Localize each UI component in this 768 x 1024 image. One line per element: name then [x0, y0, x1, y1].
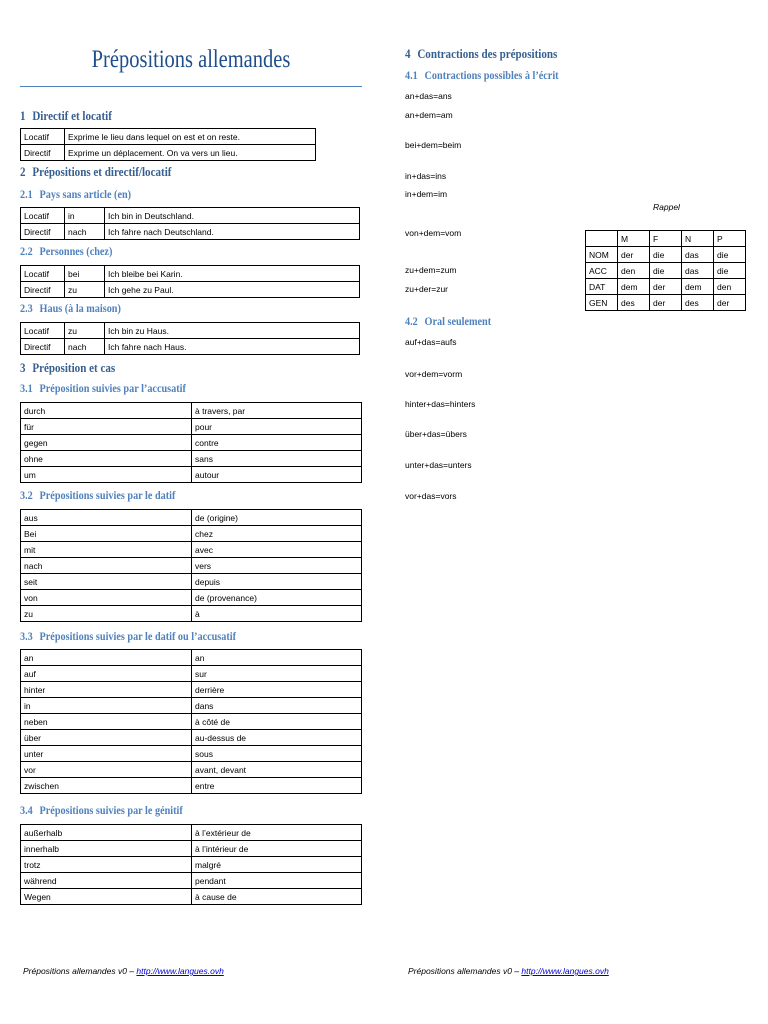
table-cell: an [192, 650, 362, 666]
table-row [21, 606, 362, 622]
table-cell: Bei [21, 526, 192, 542]
table-row [21, 730, 362, 746]
table-row [586, 263, 746, 279]
table-cell: à côté de [192, 714, 362, 730]
heading-section-3: 3 Préposition et cas [20, 360, 116, 375]
table-cell: die [714, 263, 746, 279]
table-row [21, 451, 362, 467]
table-cell: ACC [586, 263, 618, 279]
table-row [21, 339, 360, 355]
table-cell: den [714, 279, 746, 295]
table-row [21, 650, 362, 666]
table-cell: neben [21, 714, 192, 730]
table-cell: aus [21, 510, 192, 526]
table-cell: dem [682, 279, 714, 295]
table-cell: von [21, 590, 192, 606]
footer-left: Prépositions allemandes v0 – http://www.langues.ovh [23, 966, 224, 976]
table-cell: NOM [586, 247, 618, 263]
table-cell: das [682, 247, 714, 263]
footer-right: Prépositions allemandes v0 – http://www.langues.ovh [408, 966, 609, 976]
table-cell: F [650, 231, 682, 247]
heading-section-3-3: 3.3 Prépositions suivies par le datif ou l’accusatif [20, 629, 237, 643]
table-cell: à l’intérieur de [192, 841, 362, 857]
table-row [21, 323, 360, 339]
table-cell: die [650, 263, 682, 279]
table-cell: hinter [21, 682, 192, 698]
contraction-line: bei+dem=beim [405, 140, 462, 150]
contraction-line: vor+dem=vorm [405, 369, 463, 379]
table-row [21, 714, 362, 730]
table-cell: zwischen [21, 778, 192, 794]
table-cell: chez [192, 526, 362, 542]
table-cell: Directif [21, 224, 65, 240]
table-cell: nach [65, 224, 105, 240]
table-cell: des [618, 295, 650, 311]
table-row [21, 542, 362, 558]
table-cell: dans [192, 698, 362, 714]
table-cell: sans [192, 451, 362, 467]
heading-section-2-3: 2.3 Haus (à la maison) [20, 301, 121, 315]
table-cell: Exprime le lieu dans lequel on est et on reste. [65, 129, 316, 145]
table-cell: an [21, 650, 192, 666]
table-cell: während [21, 873, 192, 889]
table-row [21, 208, 360, 224]
contraction-line: auf+das=aufs [405, 337, 457, 347]
table-row [586, 247, 746, 263]
rappel-label: Rappel [653, 202, 680, 212]
table-cell: Exprime un déplacement. On va vers un lieu. [65, 145, 316, 161]
table-cell: pour [192, 419, 362, 435]
heading-section-4: 4 Contractions des prépositions [405, 46, 558, 61]
table-cell: à cause de [192, 889, 362, 905]
heading-section-4-1: 4.1 Contractions possibles à l’écrit [405, 68, 559, 82]
table-row [21, 129, 316, 145]
table-row [21, 574, 362, 590]
contraction-line: in+das=ins [405, 171, 447, 181]
table-cell: contre [192, 435, 362, 451]
table-cell: des [682, 295, 714, 311]
table-cell: um [21, 467, 192, 483]
table-cell: auf [21, 666, 192, 682]
table-row [21, 825, 362, 841]
table-row [21, 224, 360, 240]
table-cell: DAT [586, 279, 618, 295]
table-cell: gegen [21, 435, 192, 451]
table-row [21, 682, 362, 698]
table-row [21, 282, 360, 298]
table-cell: de (provenance) [192, 590, 362, 606]
table-directif-locatif [20, 128, 316, 161]
table-row [21, 778, 362, 794]
table-row [21, 762, 362, 778]
table-cell: nach [65, 339, 105, 355]
table-cell: das [682, 263, 714, 279]
contraction-line: über+das=übers [405, 429, 467, 439]
heading-section-3-1: 3.1 Préposition suivies par l’accusatif [20, 381, 186, 395]
table-datif [20, 509, 362, 622]
contraction-line: zu+dem=zum [405, 265, 457, 275]
table-articles-rappel [585, 230, 746, 311]
table-haus [20, 322, 360, 355]
title-underline [20, 86, 362, 87]
table-cell: bei [65, 266, 105, 282]
table-cell: derrière [192, 682, 362, 698]
table-row [21, 435, 362, 451]
table-genitif [20, 824, 362, 905]
table-cell: innerhalb [21, 841, 192, 857]
table-cell: Directif [21, 339, 65, 355]
heading-section-1: 1 Directif et locatif [20, 108, 112, 123]
table-cell: für [21, 419, 192, 435]
table-cell: Ich bleibe bei Karin. [105, 266, 360, 282]
table-cell: avec [192, 542, 362, 558]
table-cell: Wegen [21, 889, 192, 905]
table-cell: Ich bin in Deutschland. [105, 208, 360, 224]
table-cell: malgré [192, 857, 362, 873]
heading-section-2: 2 Prépositions et directif/locatif [20, 164, 172, 179]
contraction-line: zu+der=zur [405, 284, 448, 294]
heading-section-2-2: 2.2 Personnes (chez) [20, 244, 113, 258]
page-title: Prépositions allemandes [91, 46, 291, 73]
table-cell: zu [21, 606, 192, 622]
table-cell: der [650, 295, 682, 311]
table-cell: N [682, 231, 714, 247]
table-cell: nach [21, 558, 192, 574]
table-cell: sous [192, 746, 362, 762]
contraction-line: in+dem=im [405, 189, 448, 199]
table-cell: depuis [192, 574, 362, 590]
table-cell: P [714, 231, 746, 247]
table-row [21, 419, 362, 435]
table-datif-accusatif [20, 649, 362, 794]
table-cell: der [650, 279, 682, 295]
table-cell: über [21, 730, 192, 746]
table-row [21, 558, 362, 574]
table-cell: avant, devant [192, 762, 362, 778]
table-cell: GEN [586, 295, 618, 311]
table-row [21, 889, 362, 905]
footer-link-right[interactable]: http://www.langues.ovh [521, 966, 609, 976]
table-row [21, 467, 362, 483]
table-cell: pendant [192, 873, 362, 889]
table-cell: à travers, par [192, 403, 362, 419]
table-cell: durch [21, 403, 192, 419]
heading-section-3-2: 3.2 Prépositions suivies par le datif [20, 488, 176, 502]
table-cell: Ich gehe zu Paul. [105, 282, 360, 298]
table-cell: sur [192, 666, 362, 682]
contraction-line: unter+das=unters [405, 460, 472, 470]
table-cell: Locatif [21, 208, 65, 224]
table-row [21, 698, 362, 714]
table-row [21, 857, 362, 873]
table-row [586, 295, 746, 311]
table-cell: Directif [21, 282, 65, 298]
table-cell: Locatif [21, 129, 65, 145]
table-cell: trotz [21, 857, 192, 873]
table-cell: mit [21, 542, 192, 558]
heading-section-3-4: 3.4 Prépositions suivies par le génitif [20, 803, 183, 817]
table-cell: seit [21, 574, 192, 590]
table-row [21, 666, 362, 682]
table-cell: den [618, 263, 650, 279]
table-cell: ohne [21, 451, 192, 467]
table-cell: zu [65, 323, 105, 339]
table-cell: vor [21, 762, 192, 778]
contraction-line: von+dem=vom [405, 228, 462, 238]
table-cell: die [714, 247, 746, 263]
table-cell: in [21, 698, 192, 714]
table-row [21, 526, 362, 542]
heading-section-4-2: 4.2 Oral seulement [405, 314, 492, 328]
table-cell: entre [192, 778, 362, 794]
table-cell: de (origine) [192, 510, 362, 526]
footer-link-left[interactable]: http://www.langues.ovh [136, 966, 224, 976]
table-cell: Ich bin zu Haus. [105, 323, 360, 339]
table-cell: vers [192, 558, 362, 574]
contraction-line: vor+das=vors [405, 491, 457, 501]
table-row [21, 873, 362, 889]
table-pays [20, 207, 360, 240]
table-cell: à l’extérieur de [192, 825, 362, 841]
table-accusatif [20, 402, 362, 483]
contraction-line: hinter+das=hinters [405, 399, 476, 409]
table-cell: in [65, 208, 105, 224]
contraction-line: an+das=ans [405, 91, 452, 101]
table-row [21, 841, 362, 857]
table-cell: der [714, 295, 746, 311]
table-cell: zu [65, 282, 105, 298]
table-cell: dem [618, 279, 650, 295]
table-cell: Ich fahre nach Deutschland. [105, 224, 360, 240]
table-cell: Locatif [21, 323, 65, 339]
table-cell: Ich fahre nach Haus. [105, 339, 360, 355]
table-cell: die [650, 247, 682, 263]
table-row [586, 279, 746, 295]
table-row [21, 746, 362, 762]
table-row [21, 590, 362, 606]
table-cell: Directif [21, 145, 65, 161]
table-row [21, 510, 362, 526]
table-cell: außerhalb [21, 825, 192, 841]
table-cell: unter [21, 746, 192, 762]
table-row [21, 266, 360, 282]
table-cell: autour [192, 467, 362, 483]
heading-section-2-1: 2.1 Pays sans article (en) [20, 187, 132, 201]
table-cell: à [192, 606, 362, 622]
table-personnes [20, 265, 360, 298]
table-row [21, 145, 316, 161]
table-row [586, 231, 746, 247]
table-cell: der [618, 247, 650, 263]
table-cell [586, 231, 618, 247]
table-row [21, 403, 362, 419]
table-cell: au-dessus de [192, 730, 362, 746]
contraction-line: an+dem=am [405, 110, 453, 120]
table-cell: M [618, 231, 650, 247]
table-cell: Locatif [21, 266, 65, 282]
